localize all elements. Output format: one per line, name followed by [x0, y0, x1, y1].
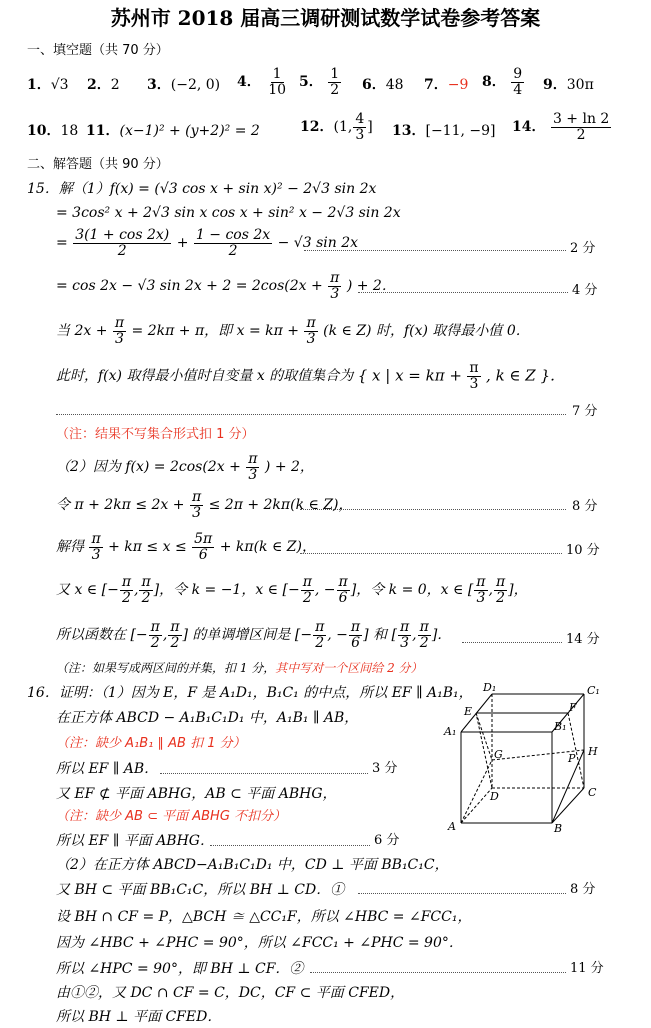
q16-line-4: 又 EF ⊄ 平面 ABHG，AB ⊂ 平面 ABHG，: [56, 786, 337, 802]
numerator: 1: [330, 66, 340, 82]
expr: ,: [412, 627, 417, 644]
denominator: 3: [469, 375, 479, 392]
denominator: 3: [192, 504, 202, 521]
answer-value: (x−1)² + (y+2)² = 2: [119, 123, 260, 139]
numerator: π: [248, 451, 258, 467]
fraction: [73, 228, 171, 258]
expr: , k ∈ Z }．: [486, 366, 566, 385]
fill-answer-7: [424, 78, 468, 92]
q16-line-1: 16．证明：（1）因为 E，F 是 A₁D₁，B₁C₁ 的中点，所以 EF ∥ A₁B₁，: [27, 685, 473, 701]
numerator: 4: [355, 111, 365, 127]
score-2: 2 分: [570, 241, 596, 256]
expr: ) + 2，: [264, 459, 314, 476]
fraction: [353, 112, 366, 142]
denominator: 2: [121, 589, 131, 606]
numerator: π: [399, 619, 410, 635]
score-6: 6 分: [374, 833, 400, 848]
page-title: 苏州市 2018 届高三调研测试数学试卷参考答案: [110, 6, 541, 30]
numerator: π: [419, 619, 429, 635]
denominator: 4: [513, 81, 523, 98]
score-8: 8 分: [570, 882, 596, 897]
expr: ≤ 2π + 2kπ(k ∈ Z)，: [208, 497, 353, 514]
q15-part2-line-4: [56, 575, 528, 605]
expr: ,: [488, 582, 493, 599]
numerator: π: [330, 270, 340, 286]
expr: 所以函数在 [−: [56, 627, 148, 644]
denominator: 2: [576, 126, 586, 143]
q15-line-6: [56, 361, 565, 391]
numerator: 5π: [194, 531, 213, 547]
fraction: [149, 620, 162, 650]
note-union: [56, 662, 423, 674]
expr: { x | x = kπ +: [357, 366, 462, 385]
numerator: π: [170, 619, 180, 635]
denominator: 3: [330, 285, 340, 302]
denominator: 2: [419, 634, 429, 651]
leader-dots: [56, 414, 566, 415]
answer-value: 2: [110, 77, 120, 93]
fraction: [168, 620, 181, 650]
expr: 又 x ∈ [−: [56, 582, 119, 599]
note-text: （注：如果写成两区间的并集，扣 1 分，: [56, 661, 276, 675]
score-4: 4 分: [572, 283, 598, 298]
expr: ) + 2．: [346, 278, 396, 295]
fraction: [418, 620, 431, 650]
label-p: P: [568, 752, 576, 765]
answer-value: [−11, −9]: [425, 123, 496, 139]
expr: 此时，f(x) 取得最小值时自变量 x 的取值集合为: [56, 368, 354, 385]
leader-dots: [462, 642, 562, 643]
q15-part2-line-1: [56, 452, 314, 482]
score-10: 10 分: [566, 543, 600, 558]
expr: − √3 sin 2x: [277, 235, 358, 252]
q16-line-3: 所以 EF ∥ AB．: [56, 761, 159, 777]
denominator: 3: [115, 330, 124, 347]
leader-dots: [300, 509, 566, 510]
denominator: 6: [338, 589, 348, 606]
q16-line-11: 由①②，又 DC ∩ CF = C，DC，CF ⊂ 平面 CFED，: [56, 985, 405, 1001]
denominator: 2: [228, 242, 238, 259]
fraction: [304, 316, 317, 346]
leader-dots: [358, 893, 566, 894]
denominator: 2: [496, 589, 506, 606]
expr: ,: [134, 582, 139, 599]
fraction: [266, 67, 288, 97]
expr: ]，: [508, 582, 528, 599]
label-c: C: [588, 786, 597, 799]
score-14: 14 分: [566, 632, 600, 647]
fill-answer-8: [482, 67, 525, 97]
score-7: 7 分: [572, 404, 598, 419]
expr: , −: [327, 627, 348, 644]
denominator: 2: [315, 634, 325, 651]
label-d: D: [490, 790, 499, 803]
denominator: 3: [400, 634, 410, 651]
q-number: 3．: [147, 77, 171, 93]
leader-dots: [160, 773, 368, 774]
numerator: π: [150, 619, 160, 635]
expr: ]，令 k = 0，x ∈ [: [350, 582, 474, 599]
section-solve-heading: 二、解答题（共 90 分）: [27, 157, 169, 172]
fraction: [120, 575, 133, 605]
denominator: 2: [117, 242, 127, 259]
fill-answer-14: [512, 112, 612, 142]
expr: + kπ(k ∈ Z)，: [219, 539, 316, 556]
q-number: 2．: [87, 77, 111, 93]
denominator: 6: [351, 634, 360, 651]
eq-sign: =: [56, 235, 68, 252]
label-b: B: [554, 822, 563, 835]
q-number: 7．: [424, 77, 448, 93]
q15-line-3: [56, 228, 358, 258]
plus: +: [176, 235, 189, 252]
expr: (k ∈ Z) 时，f(x) 取得最小值 0．: [323, 323, 530, 340]
answer-value: 18: [60, 123, 79, 139]
numerator: π: [91, 531, 101, 547]
fraction: [337, 575, 350, 605]
q-number: 14．: [512, 119, 546, 136]
expr: = 2kπ + π，即 x = kπ +: [131, 323, 299, 340]
q16-note-2: （注：缺少 AB ⊂ 平面 ABHG 不扣分）: [56, 809, 287, 824]
fill-answer-5: [299, 67, 342, 97]
numerator: π: [306, 315, 316, 331]
q15-part2-line-5: [56, 620, 451, 650]
denominator: 10: [268, 81, 287, 98]
edge-bc: [552, 788, 584, 823]
fraction: [467, 361, 480, 391]
q16-line-6: （2）在正方体 ABCD−A₁B₁C₁D₁ 中，CD ⊥ 平面 BB₁C₁C，: [56, 857, 449, 873]
denominator: 2: [302, 589, 312, 606]
q-number: 6．: [362, 77, 386, 93]
fill-answer-12: [300, 112, 373, 142]
expr: = cos 2x − √3 sin 2x + 2 = 2cos(2x +: [56, 278, 323, 295]
label-c1: C₁: [587, 684, 600, 697]
fraction: [328, 271, 341, 301]
numerator: π: [315, 619, 325, 635]
q-number: 10．: [27, 123, 61, 139]
q-number: 1．: [27, 77, 51, 93]
fill-answer-4: [237, 67, 289, 97]
denominator: 2: [170, 634, 180, 651]
expr: , −: [314, 582, 336, 599]
expr: ] 的单调增区间是 [−: [182, 627, 313, 644]
q15-line-4: [56, 271, 396, 301]
fraction: [301, 575, 314, 605]
q-number: 4．: [237, 74, 261, 91]
numerator: 3 + ln 2: [552, 111, 610, 127]
fill-answer-6: [362, 78, 404, 92]
score-11: 11 分: [570, 961, 604, 976]
expr: ] 和 [: [363, 627, 397, 644]
denominator: 3: [91, 546, 101, 563]
fraction: [349, 620, 362, 650]
denominator: 3: [355, 126, 365, 143]
edge-eg: [476, 713, 492, 760]
leader-dots: [210, 845, 370, 846]
score-8: 8 分: [572, 499, 598, 514]
fraction: [511, 67, 524, 97]
fraction: [398, 620, 411, 650]
bracket: ]: [367, 119, 373, 136]
numerator: π: [476, 574, 486, 590]
q15-part2-line-2: [56, 490, 353, 520]
expr: 解得: [56, 539, 84, 556]
numerator: 1 − cos 2x: [195, 227, 271, 243]
label-e: E: [464, 705, 473, 718]
q16-line-9: 因为 ∠HBC + ∠PHC = 90°，所以 ∠FCC₁ + ∠PHC = 90°．: [56, 935, 463, 951]
q16-line-8: 设 BH ∩ CF = P，△BCH ≅ △CC₁F，所以 ∠HBC = ∠FCC₁，: [56, 909, 472, 925]
note-text-red: 其中写对一个区间给 2 分）: [275, 661, 423, 675]
numerator: π: [141, 574, 151, 590]
fraction: [113, 316, 126, 346]
answer-value: (1,: [333, 119, 353, 136]
fraction: [551, 112, 611, 142]
denominator: 2: [150, 634, 160, 651]
fraction: [192, 532, 214, 562]
q16-line-7: 又 BH ⊂ 平面 BB₁C₁C，所以 BH ⊥ CD．①: [56, 882, 345, 898]
answer-value: 30π: [566, 77, 594, 93]
label-f: F: [569, 701, 577, 714]
numerator: 9: [513, 66, 523, 82]
leader-dots: [358, 292, 568, 293]
expr: ,: [162, 627, 168, 644]
score-3: 3 分: [372, 761, 398, 776]
leader-dots: [300, 553, 562, 554]
q-number: 8．: [482, 74, 506, 91]
q16-line-12: 所以 BH ⊥ 平面 CFED．: [56, 1009, 222, 1025]
label-h: H: [588, 745, 598, 758]
numerator: π: [191, 489, 202, 505]
numerator: π: [495, 574, 506, 590]
numerator: 1: [272, 66, 282, 82]
numerator: π: [469, 360, 479, 376]
q15-line-1: 15．解（1）f(x) = (√3 cos x + sin x)² − 2√3 sin 2x: [27, 181, 377, 197]
fraction: [89, 532, 102, 562]
expr: ]．: [431, 627, 452, 644]
denominator: 2: [141, 589, 151, 606]
q15-line-2: = 3cos² x + 2√3 sin x cos x + sin² x − 2√3 sin 2x: [56, 205, 401, 221]
edge-ag: [461, 760, 492, 823]
fill-answer-row-1: [27, 78, 69, 92]
q-number: 13．: [392, 123, 426, 139]
answer-value: 48: [385, 77, 404, 93]
fraction: [194, 228, 272, 258]
q-number: 9．: [543, 77, 567, 93]
edge-ad: [461, 788, 492, 823]
fill-answer-9: [543, 78, 594, 92]
fill-answer-3: [147, 78, 220, 92]
q-number: 11．: [86, 123, 120, 139]
numerator: π: [121, 574, 132, 590]
numerator: 3(1 + cos 2x): [75, 227, 170, 243]
fill-answer-13: [392, 124, 496, 138]
fraction: [494, 575, 507, 605]
expr: （2）因为 f(x) = 2cos(2x +: [56, 459, 241, 476]
denominator: 3: [476, 589, 486, 606]
q15-line-5: [56, 316, 530, 346]
denominator: 2: [330, 81, 340, 98]
fraction: [474, 575, 487, 605]
q15-part2-line-3: [56, 532, 316, 562]
leader-dots: [310, 972, 566, 973]
expr: + kπ ≤ x ≤: [108, 539, 187, 556]
q16-line-10: 所以 ∠HPC = 90°，即 BH ⊥ CF．②: [56, 961, 304, 977]
q-number: 5．: [299, 74, 323, 91]
numerator: π: [302, 574, 312, 590]
label-d1: D₁: [483, 681, 497, 694]
expr: ]，令 k = −1，x ∈ [−: [153, 582, 300, 599]
denominator: 3: [306, 330, 316, 347]
fraction: [190, 490, 203, 520]
q16-note-1: （注：缺少 A₁B₁ ∥ AB 扣 1 分）: [56, 736, 246, 751]
cube-figure: [438, 680, 608, 840]
numerator: π: [114, 315, 125, 331]
fraction: [139, 575, 152, 605]
fill-answer-10: [27, 124, 78, 138]
note-set-form: （注：结果不写集合形式扣 1 分）: [56, 427, 255, 442]
q16-line-2: 在正方体 ABCD − A₁B₁C₁D₁ 中，A₁B₁ ∥ AB，: [56, 710, 359, 726]
label-b1: B₁: [554, 720, 567, 733]
fraction: [328, 67, 341, 97]
denominator: 6: [198, 546, 208, 563]
numerator: π: [338, 574, 348, 590]
q16-line-5: 所以 EF ∥ 平面 ABHG．: [56, 833, 214, 849]
answer-value: −9: [447, 77, 469, 93]
fill-answer-2: [87, 78, 120, 92]
section-fill-heading: 一、填空题（共 70 分）: [27, 43, 169, 58]
label-g: G: [494, 748, 503, 761]
label-a: A: [448, 820, 456, 833]
label-a1: A₁: [444, 725, 457, 738]
fraction: [246, 452, 259, 482]
fraction: [313, 620, 326, 650]
answer-value: (−2, 0): [170, 77, 221, 93]
answer-value: √3: [50, 77, 69, 93]
leader-dots: [304, 250, 566, 251]
expr: 当 2x +: [56, 323, 108, 340]
fill-answer-11: [86, 124, 260, 138]
expr: 令 π + 2kπ ≤ 2x +: [56, 497, 185, 514]
denominator: 3: [248, 466, 258, 483]
q-number: 12．: [300, 119, 334, 136]
numerator: π: [350, 619, 361, 635]
